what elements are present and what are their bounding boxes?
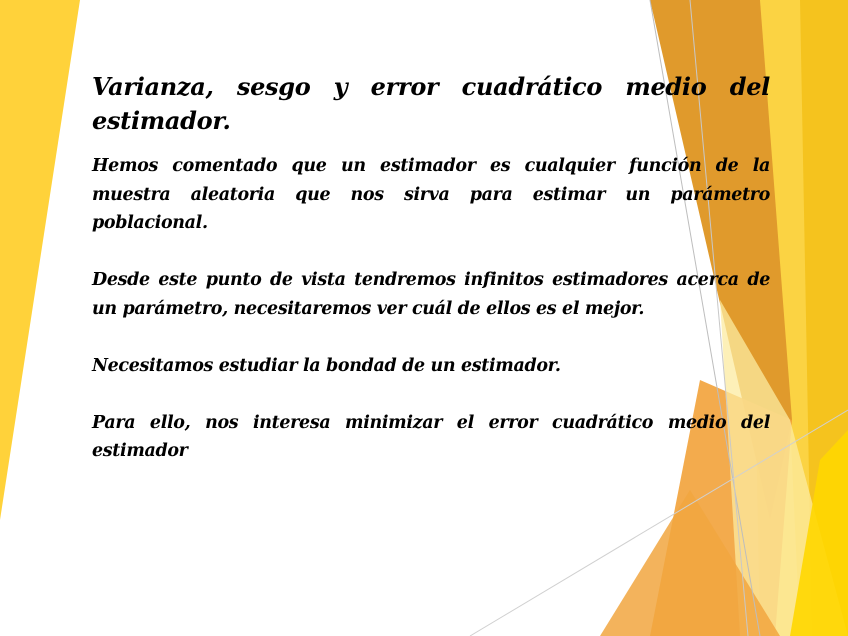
slide-title: Varianza, sesgo y error cuadrático medio del estimador. <box>92 72 770 135</box>
paragraph-2: Desde este punto de vista tendremos infinitos estimadores acerca de un parámetro, necesitaremos ver cuál de ellos es el mejor. <box>92 270 770 319</box>
paragraph-1: Hemos comentado que un estimador es cualquier función de la muestra aleatoria que nos sirva para estimar un parámetro poblacional. <box>92 156 770 233</box>
paragraph-4: Para ello, nos interesa minimizar el error cuadrático medio del estimador <box>92 412 770 461</box>
slide-content <box>92 70 770 494</box>
paragraph-3: Necesitamos estudiar la bondad de un estimador. <box>92 355 561 376</box>
left-yellow-band <box>0 0 80 520</box>
